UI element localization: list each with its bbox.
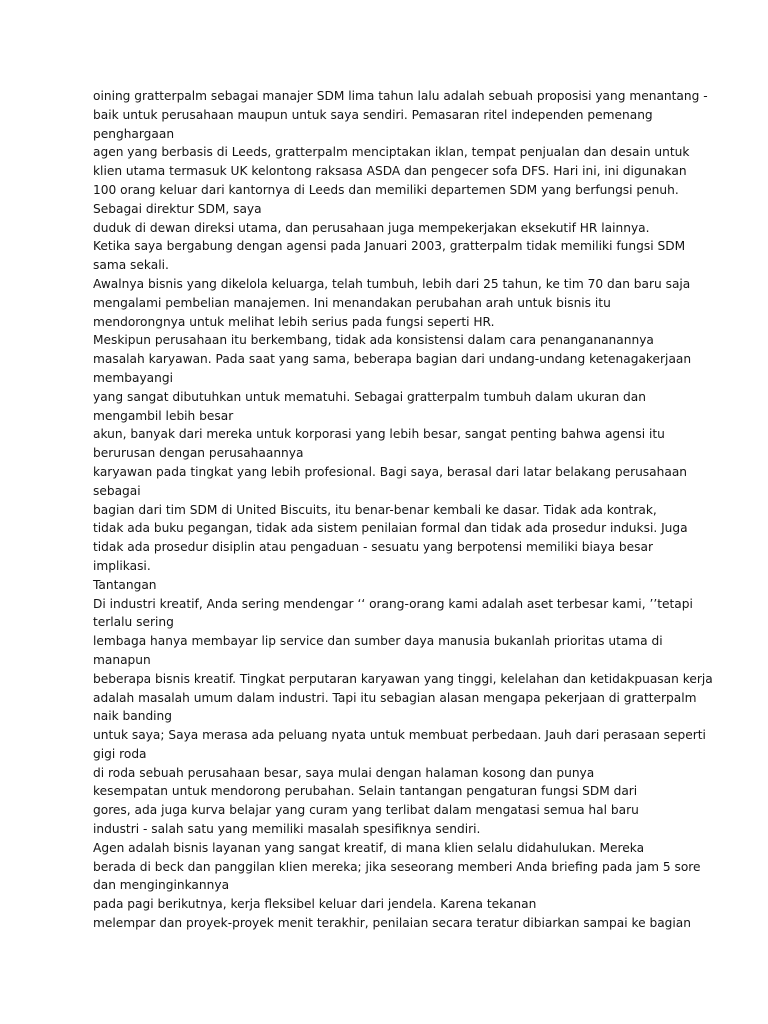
text-line: industri - salah satu yang memiliki masalah spesifiknya sendiri. — [93, 822, 481, 837]
text-line: mendorongnya untuk melihat lebih serius pada fungsi seperti HR. — [93, 314, 495, 329]
text-line: tidak ada buku pegangan, tidak ada sistem penilaian formal dan tidak ada prosedur induksi. Juga — [93, 521, 688, 536]
text-line: tidak ada prosedur disiplin atau pengaduan - sesuatu yang berpotensi memiliki biaya besar — [93, 540, 653, 555]
text-line: pada pagi berikutnya, kerja fleksibel keluar dari jendela. Karena tekanan — [93, 897, 537, 912]
text-line: sama sekali. — [93, 258, 169, 273]
text-line: bagian dari tim SDM di United Biscuits, itu benar-benar kembali ke dasar. Tidak ada kontrak, — [93, 502, 657, 517]
text-line: klien utama termasuk UK kelontong raksasa ASDA dan pengecer sofa DFS. Hari ini, ini digunakan — [93, 164, 687, 179]
text-line: mengalami pembelian manajemen. Ini menandakan perubahan arah untuk bisnis itu — [93, 295, 611, 310]
text-line: kesempatan untuk mendorong perubahan. Selain tantangan pengaturan fungsi SDM dari — [93, 784, 638, 799]
text-line: berada di beck dan panggilan klien mereka; jika seseorang memberi Anda briefing pada jam 5 sore — [93, 859, 701, 874]
text-line: mengambil lebih besar — [93, 408, 234, 423]
text-line: duduk di dewan direksi utama, dan perusahaan juga mempekerjakan eksekutif HR lainnya. — [93, 220, 650, 235]
text-line: Agen adalah bisnis layanan yang sangat kreatif, di mana klien selalu didahulukan. Mereka — [93, 840, 645, 855]
text-line: penghargaan — [93, 126, 175, 141]
text-line: 100 orang keluar dari kantornya di Leeds dan memiliki departemen SDM yang berfungsi penuh. — [93, 182, 679, 197]
text-line: karyawan pada tingkat yang lebih profesional. Bagi saya, berasal dari latar belakang perusahaan — [93, 464, 688, 479]
text-line: beberapa bisnis kreatif. Tingkat perputaran karyawan yang tinggi, kelelahan dan ketidakpuasan kerja — [93, 671, 713, 686]
text-line: gores, ada juga kurva belajar yang curam yang terlibat dalam mengatasi semua hal baru — [93, 803, 639, 818]
text-line: untuk saya; Saya merasa ada peluang nyata untuk membuat perbedaan. Jauh dari perasaan seperti — [93, 728, 706, 743]
text-line: terlalu sering — [93, 615, 174, 630]
text-line: sebagai — [93, 483, 141, 498]
text-line: manapun — [93, 652, 151, 667]
text-line: Sebagai direktur SDM, saya — [93, 201, 262, 216]
text-line: implikasi. — [93, 558, 151, 573]
text-line: naik banding — [93, 709, 173, 724]
document-body — [93, 87, 713, 933]
text-line: dan menginginkannya — [93, 878, 230, 893]
text-line: Tantangan — [93, 577, 157, 592]
text-line: masalah karyawan. Pada saat yang sama, beberapa bagian dari undang-undang ketenagakerjaan — [93, 352, 692, 367]
text-line: melempar dan proyek-proyek menit terakhir, penilaian secara teratur dibiarkan sampai ke bagian — [93, 916, 691, 931]
text-line: adalah masalah umum dalam industri. Tapi itu sebagian alasan mengapa pekerjaan di gratterpalm — [93, 690, 697, 705]
text-line: Di industri kreatif, Anda sering mendengar ‘‘ orang-orang kami adalah aset terbesar kami, ’’tetapi — [93, 596, 693, 611]
text-line: di roda sebuah perusahaan besar, saya mulai dengan halaman kosong dan punya — [93, 765, 595, 780]
text-line: akun, banyak dari mereka untuk korporasi yang lebih besar, sangat penting bahwa agensi itu — [93, 427, 665, 442]
text-line: Awalnya bisnis yang dikelola keluarga, telah tumbuh, lebih dari 25 tahun, ke tim 70 dan baru saja — [93, 276, 691, 291]
text-line: lembaga hanya membayar lip service dan sumber daya manusia bukanlah prioritas utama di — [93, 634, 663, 649]
text-line: membayangi — [93, 370, 173, 385]
text-line: berurusan dengan perusahaannya — [93, 446, 304, 461]
text-line: baik untuk perusahaan maupun untuk saya sendiri. Pemasaran ritel independen pemenang — [93, 107, 653, 122]
text-line: oining gratterpalm sebagai manajer SDM lima tahun lalu adalah sebuah proposisi yang menantang - — [93, 89, 708, 103]
text-line: gigi roda — [93, 746, 147, 761]
text-line: agen yang berbasis di Leeds, gratterpalm menciptakan iklan, tempat penjualan dan desain untuk — [93, 145, 690, 160]
text-line: yang sangat dibutuhkan untuk mematuhi. Sebagai gratterpalm tumbuh dalam ukuran dan — [93, 389, 646, 404]
text-line: Meskipun perusahaan itu berkembang, tidak ada konsistensi dalam cara penangananannya — [93, 333, 654, 348]
text-line: Ketika saya bergabung dengan agensi pada Januari 2003, gratterpalm tidak memiliki fungsi SDM — [93, 239, 686, 254]
